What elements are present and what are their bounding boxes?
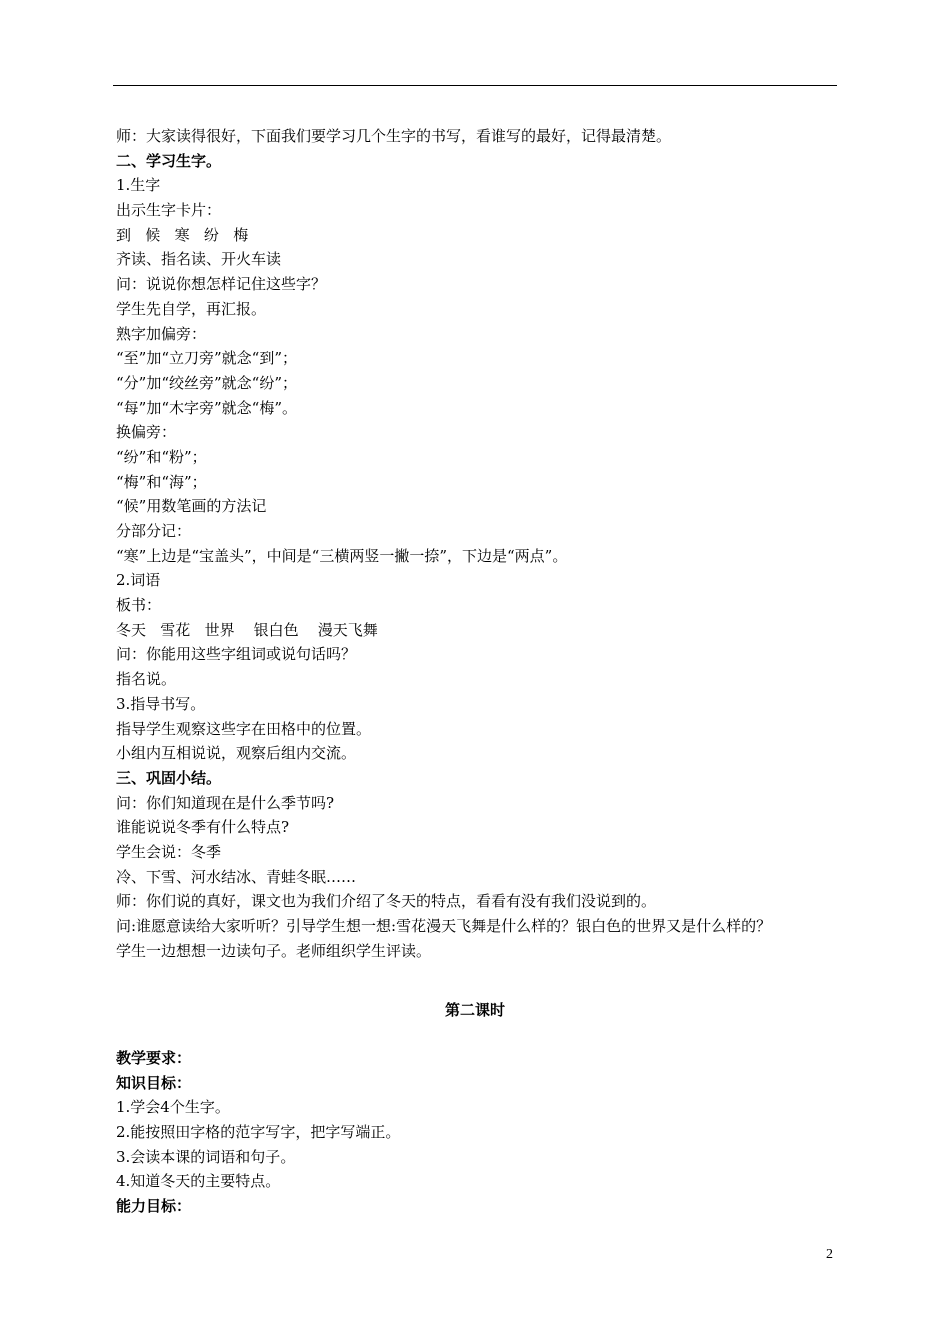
text-line: 问:谁愿意读给大家听听？引导学生想一想:雪花漫天飞舞是什么样的？银白色的世界又是什么样的？: [116, 917, 772, 935]
text-line: “每”加“木字旁”就念“梅”。: [116, 398, 298, 417]
text-line: 指导学生观察这些字在田格中的位置。: [116, 719, 372, 738]
text-line: 2.能按照田字格的范字写字，把字写端正。: [116, 1123, 401, 1142]
text-line: 师：大家读得很好，下面我们要学习几个生字的书写，看谁写的最好，记得最清楚。: [116, 127, 672, 145]
section-heading: 二、学习生字。: [116, 151, 222, 170]
section-heading: 三、巩固小结。: [116, 768, 222, 787]
text-line: 4.知道冬天的主要特点。: [116, 1172, 281, 1191]
text-line: 板书：: [116, 596, 162, 615]
text-line: 学生会说：冬季: [116, 842, 222, 861]
text-line: 学生一边想想一边读句子。老师组织学生评读。: [116, 941, 432, 960]
text-line: “至”加“立刀旁”就念“到”；: [116, 349, 298, 368]
text-line: 出示生字卡片：: [116, 201, 222, 220]
text-line: 师：你们说的真好，课文也为我们介绍了冬天的特点，看看有没有我们没说到的。: [116, 892, 657, 911]
lesson-body-top: [116, 124, 846, 963]
text-line: 齐读、指名读、开火车读: [116, 250, 282, 269]
text-line: 分部分记：: [116, 522, 192, 540]
text-line: “寒”上边是“宝盖头”，中间是“三横两竖一撇一捺”，下边是“两点”。: [116, 546, 568, 565]
text-line: “梅”和“海”；: [116, 472, 207, 491]
section-heading: 知识目标：: [116, 1073, 192, 1092]
text-line: 1.生字: [116, 176, 161, 195]
text-line: “纷”和“粉”；: [116, 447, 207, 466]
text-line: 问：说说你想怎样记住这些字？: [116, 275, 327, 294]
text-line: 小组内互相说说，观察后组内交流。: [116, 744, 357, 763]
text-line: “分”加“绞丝旁”就念“纷”；: [116, 373, 298, 392]
text-line: 冷、下雪、河水结冰、青蛙冬眠……: [116, 867, 357, 886]
header-rule: [113, 85, 837, 86]
text-line: 1.学会4个生字。: [116, 1098, 230, 1117]
page-number: 2: [826, 1247, 833, 1262]
lesson-body-bottom: [116, 1046, 846, 1219]
text-line: 问：你能用这些字组词或说句话吗？: [116, 645, 357, 664]
text-line: 2.词语: [116, 571, 161, 590]
text-line: 问：你们知道现在是什么季节吗?: [116, 793, 335, 812]
text-line: 熟字加偏旁：: [116, 324, 207, 343]
text-line: 冬天 雪花 世界 银白色 漫天飞舞: [116, 620, 378, 639]
section-heading: 能力目标：: [116, 1197, 192, 1216]
text-line: “候”用数笔画的方法记: [116, 497, 267, 516]
text-line: 谁能说说冬季有什么特点?: [116, 818, 290, 837]
text-line: 指名说。: [116, 670, 177, 689]
section-title: 第二课时: [444, 1001, 505, 1019]
section-heading: 教学要求：: [116, 1049, 192, 1067]
text-line: 换偏旁：: [116, 423, 177, 442]
text-line: 到 候 寒 纷 梅: [116, 225, 249, 244]
text-line: 3.会读本课的词语和句子。: [116, 1147, 296, 1166]
text-line: 学生先自学，再汇报。: [116, 299, 267, 318]
text-line: 3.指导书写。: [116, 694, 206, 713]
